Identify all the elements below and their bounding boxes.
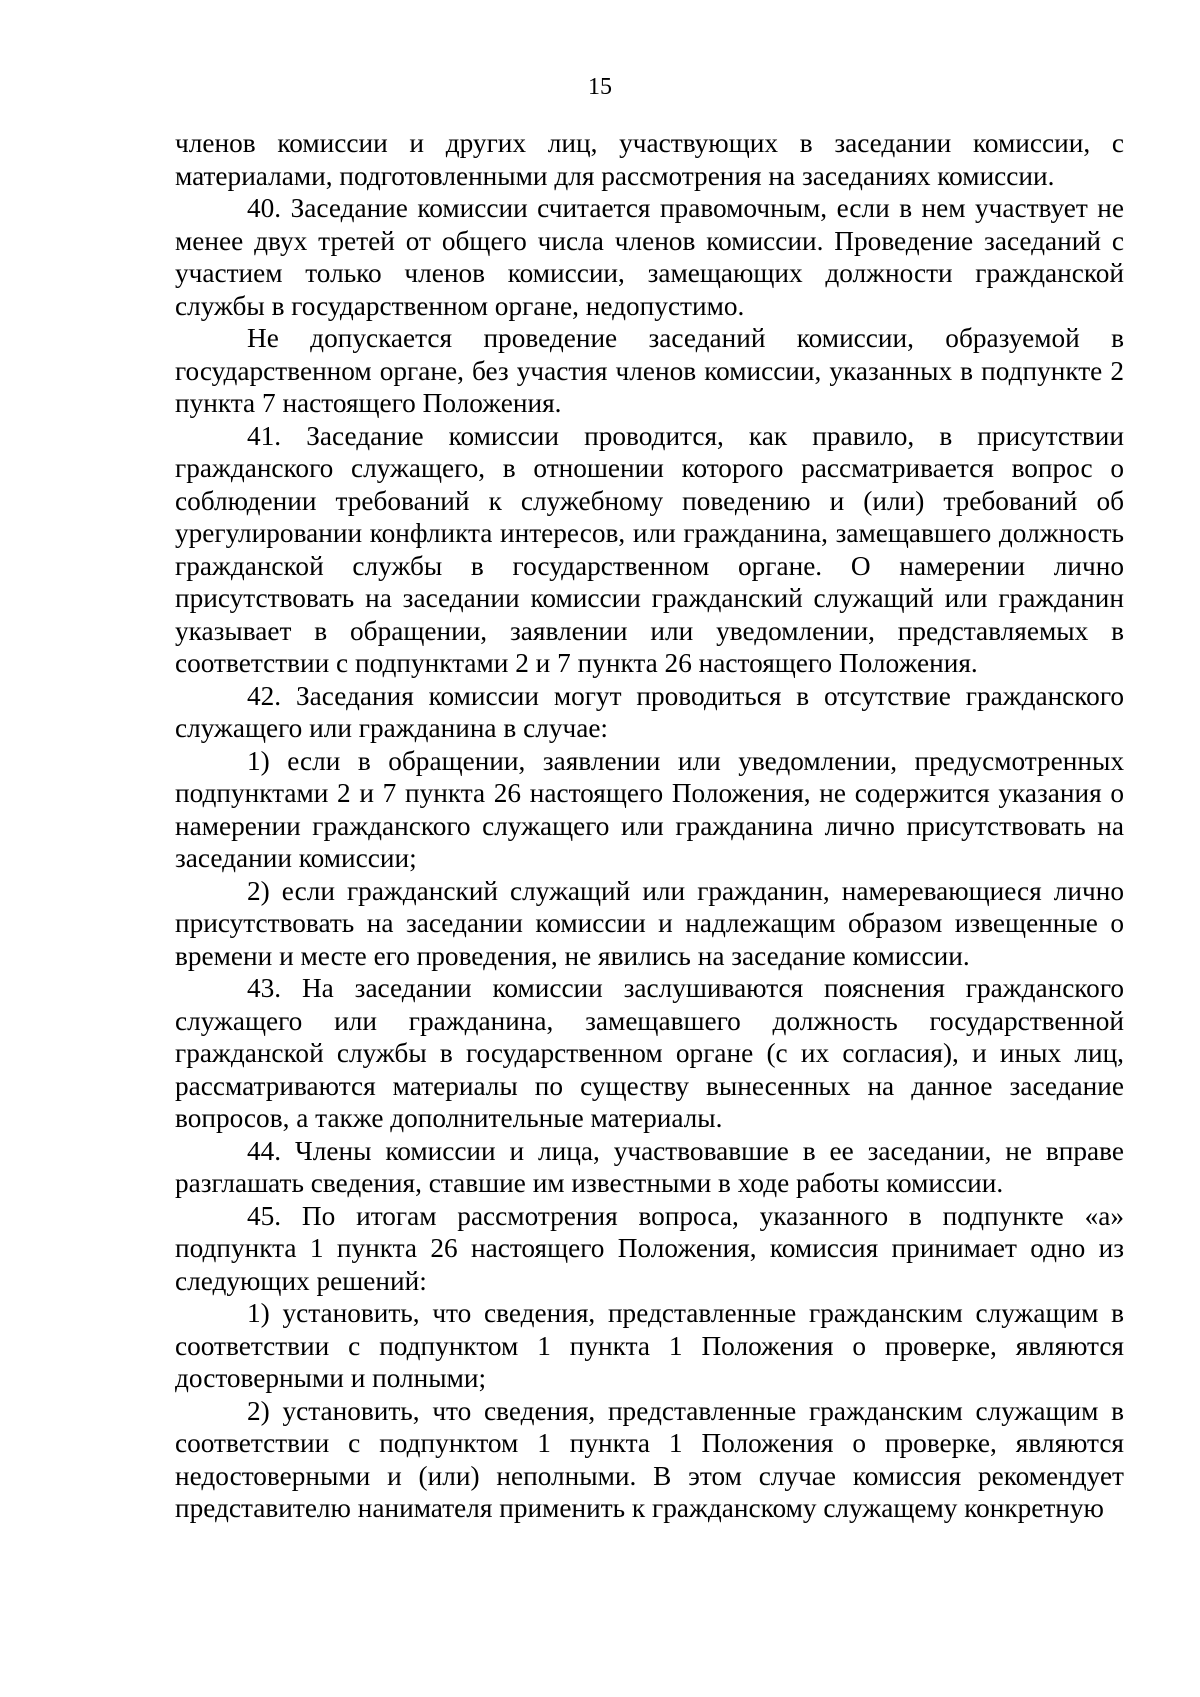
page-number: 15 xyxy=(588,74,612,100)
paragraph-42: 42. Заседания комиссии могут проводиться в отсутствие гражданского служащего или гражданина в случае: xyxy=(175,680,1124,743)
document-body xyxy=(175,127,1124,1525)
paragraph-42-item-2: 2) если гражданский служащий или гражданин, намеревающиеся лично присутствовать на заседании комиссии и надлежащим образом извещенные о времени и месте его проведения, не явились на заседание комиссии. xyxy=(175,875,1124,971)
paragraph-42-item-1: 1) если в обращении, заявлении или уведомлении, предусмотренных подпунктами 2 и 7 пункта 26 настоящего Положения, не содержится указания о намерении гражданского служащего или гражданина лично присутствовать на заседании комиссии; xyxy=(175,745,1124,873)
paragraph-44: 44. Члены комиссии и лица, участвовавшие в ее заседании, не вправе разглашать сведения, ставшие им известными в ходе работы комиссии. xyxy=(175,1135,1124,1198)
paragraph-45: 45. По итогам рассмотрения вопроса, указанного в подпункте «а» подпункта 1 пункта 26 настоящего Положения, комиссия принимает одно из следующих решений: xyxy=(175,1200,1124,1296)
paragraph-43: 43. На заседании комиссии заслушиваются пояснения гражданского служащего или гражданина, замещавшего должность государственной гражданской службы в государственном органе (с их согласия), и иных лиц, рассматриваются материалы по существу вынесенных на данное заседание вопросов, а также дополнительные материалы. xyxy=(175,973,1124,1133)
paragraph-40: 40. Заседание комиссии считается правомочным, если в нем участвует не менее двух третей от общего числа членов комиссии. Проведение заседаний с участием только членов комиссии, замещающих должности гражданской службы в государственном органе, недопустимо. xyxy=(175,193,1124,321)
paragraph-45-item-2: 2) установить, что сведения, представленные гражданским служащим в соответствии с подпунктом 1 пункта 1 Положения о проверке, являются недостоверными и (или) неполными. В этом случае комиссия рекомендует представителю нанимателя применить к гражданскому служащему конкретную xyxy=(175,1395,1124,1523)
paragraph-41: 41. Заседание комиссии проводится, как правило, в присутствии гражданского служащего, в отношении которого рассматривается вопрос о соблюдении требований к служебному поведению и (или) требований об урегулировании конфликта интересов, или гражданина, замещавшего должность гражданской службы в государственном органе. О намерении лично присутствовать на заседании комиссии гражданский служащий или гражданин указывает в обращении, заявлении или уведомлении, представляемых в соответствии с подпунктами 2 и 7 пункта 26 настоящего Положения. xyxy=(175,420,1124,678)
paragraph-continuation: членов комиссии и других лиц, участвующих в заседании комиссии, с материалами, подготовленными для рассмотрения на заседаниях комиссии. xyxy=(175,128,1124,191)
paragraph-40-second: Не допускается проведение заседаний комиссии, образуемой в государственном органе, без участия членов комиссии, указанных в подпункте 2 пункта 7 настоящего Положения. xyxy=(175,323,1124,418)
paragraph-45-item-1: 1) установить, что сведения, представленные гражданским служащим в соответствии с подпунктом 1 пункта 1 Положения о проверке, являются достоверными и полными; xyxy=(175,1298,1124,1393)
